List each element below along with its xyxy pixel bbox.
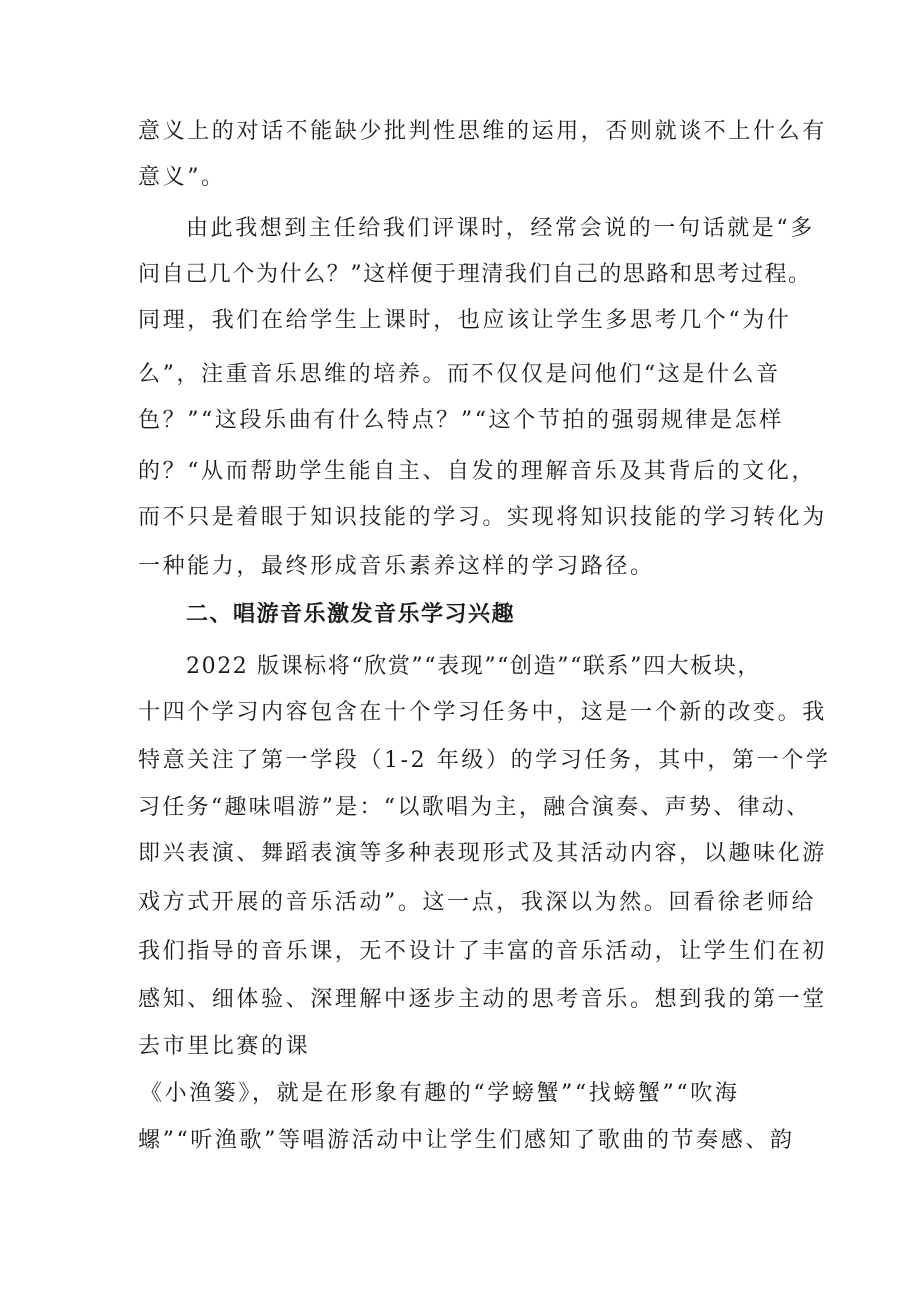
paragraph-line: 戏方式开展的音乐活动”。这一点，我深以为然。回看徐老师给 (138, 890, 817, 915)
paragraph-line: 十四个学习内容包含在十个学习任务中，这是一个新的改变。我 (138, 700, 827, 725)
paragraph-line: 我们指导的音乐课，无不设计了丰富的音乐活动，让学生们在初 (138, 939, 827, 964)
paragraph-line: 色？”“这段乐曲有什么特点？”“这个节拍的强弱规律是怎样 (138, 408, 784, 433)
paragraph-line: 而不只是着眼于知识技能的学习。实现将知识技能的学习转化为 (138, 505, 827, 530)
paragraph-line: 感知、细体验、深理解中逐步主动的思考音乐。想到我的第一堂 (138, 987, 827, 1012)
paragraph-line: 即兴表演、舞蹈表演等多种表现形式及其活动内容，以趣味化游 (138, 841, 827, 866)
paragraph-line: 意义上的对话不能缺少批判性思维的运用，否则就谈不上什么有 (138, 119, 827, 144)
paragraph-line: 意义”。 (138, 165, 226, 190)
paragraph-line: 由此我想到主任给我们评课时，经常会说的一句话就是“多 (186, 216, 815, 241)
paragraph-line: 的？“从而帮助学生能自主、自发的理解音乐及其背后的文化， (138, 459, 817, 484)
paragraph-line: 2022 版课标将“欣赏”“表现”“创造”“联系”四大板块， (186, 654, 761, 679)
section-heading: 二、唱游音乐激发音乐学习兴趣 (186, 602, 516, 627)
paragraph-line: 《小渔篓》，就是在形象有趣的“学螃蟹”“找螃蟹”“吹海 (140, 1081, 740, 1106)
paragraph-line: 去市里比赛的课 (138, 1034, 311, 1059)
paragraph-line: 螺”“听渔歌”等唱游活动中让学生们感知了歌曲的节奏感、韵 (138, 1128, 795, 1153)
paragraph-line: 习任务“趣味唱游”是：“以歌唱为主，融合演奏、声势、律动、 (138, 795, 811, 820)
paragraph-line: 同理，我们在给学生上课时，也应该让学生多思考几个“为什 (138, 308, 792, 333)
paragraph-line: 一种能力，最终形成音乐素养这样的学习路径。 (138, 554, 655, 579)
paragraph-line: 问自己几个为什么？”这样便于理清我们自己的思路和思考过程。 (138, 262, 812, 287)
paragraph-line: 特意关注了第一学段（1-2 年级）的学习任务，其中，第一个学 (138, 748, 831, 773)
paragraph-line: 么”，注重音乐思维的培养。而不仅仅是问他们“这是什么音 (138, 362, 781, 387)
